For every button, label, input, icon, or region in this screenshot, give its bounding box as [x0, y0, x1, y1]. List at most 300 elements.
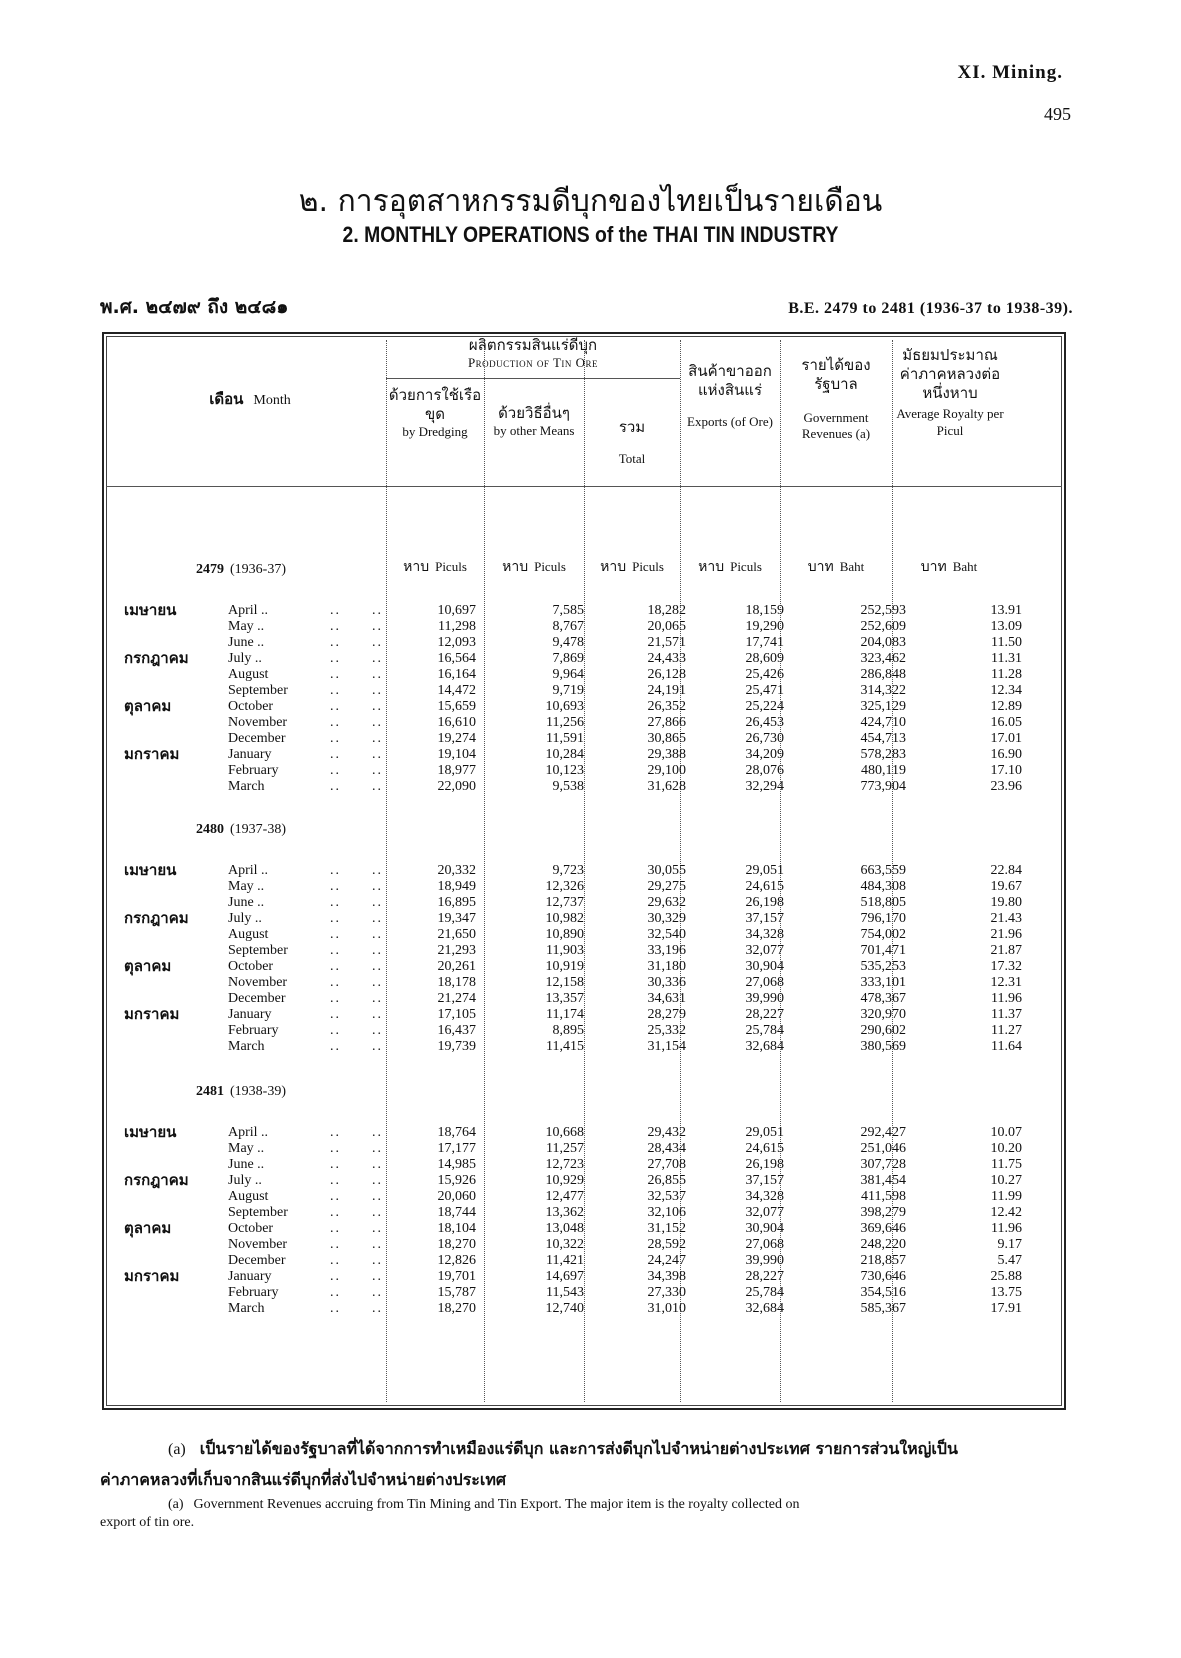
- month-name: March: [228, 1039, 265, 1054]
- month-name: April ..: [228, 863, 269, 878]
- thai-month: มกราคม: [124, 1005, 180, 1023]
- table-row: [110, 1038, 1060, 1055]
- cell-dredging: 10,697: [437, 603, 476, 618]
- month-name: July ..: [228, 1173, 262, 1188]
- cell-dredging: 20,332: [437, 863, 476, 878]
- cell-royalty: 13.75: [990, 1285, 1022, 1300]
- leader-dots: ..: [330, 731, 341, 746]
- table-row: [110, 1172, 1060, 1189]
- cell-total: 24,247: [647, 1253, 686, 1268]
- cell-revenue: 663,559: [860, 863, 906, 878]
- month-name: July ..: [228, 911, 262, 926]
- month-name: February: [228, 763, 279, 778]
- header-total-thai: รวม: [618, 418, 646, 436]
- header-revenues-english: Government Revenues (a): [801, 409, 871, 441]
- cell-total: 30,336: [647, 975, 686, 990]
- leader-dots: ..: [330, 683, 341, 698]
- cell-royalty: 11.75: [991, 1157, 1022, 1172]
- cell-total: 31,628: [647, 779, 686, 794]
- table-row: [110, 746, 1060, 763]
- unit-revenues: [780, 556, 892, 578]
- cell-total: 26,128: [647, 667, 686, 682]
- section-heading: XI. Mining.: [957, 62, 1063, 83]
- table-row: [110, 714, 1060, 731]
- month-name: January: [228, 1007, 272, 1022]
- cell-total: 31,152: [647, 1221, 686, 1236]
- cell-royalty: 17.01: [990, 731, 1022, 746]
- table-row: [110, 1252, 1060, 1269]
- header-month-thai: เดือน: [209, 390, 244, 408]
- cell-royalty: 16.05: [990, 715, 1022, 730]
- unit-english: Baht: [839, 559, 865, 574]
- unit-english: Piculs: [730, 559, 762, 574]
- leader-dots: ..: [372, 1269, 383, 1284]
- month-name: January: [228, 1269, 272, 1284]
- table-row: [110, 634, 1060, 651]
- cell-revenue: 248,220: [860, 1237, 906, 1252]
- cell-dredging: 16,895: [437, 895, 476, 910]
- footnote-english: [100, 1496, 1080, 1532]
- cell-total: 20,065: [647, 619, 686, 634]
- cell-revenue: 369,646: [860, 1221, 906, 1236]
- leader-dots: ..: [330, 635, 341, 650]
- leader-dots: ..: [372, 699, 383, 714]
- leader-dots: ..: [372, 863, 383, 878]
- unit-thai: บาท: [920, 559, 947, 575]
- cell-royalty: 12.31: [990, 975, 1022, 990]
- cell-other-means: 11,903: [546, 943, 584, 958]
- thai-month: เมษายน: [124, 1123, 177, 1141]
- leader-dots: ..: [372, 895, 383, 910]
- cell-revenue: 354,516: [860, 1285, 906, 1300]
- cell-revenue: 411,598: [861, 1189, 906, 1204]
- cell-royalty: 21.43: [990, 911, 1022, 926]
- month-name: September: [228, 943, 288, 958]
- table-row: [110, 650, 1060, 667]
- leader-dots: ..: [330, 927, 341, 942]
- leader-dots: ..: [372, 1039, 383, 1054]
- cell-total: 18,282: [647, 603, 686, 618]
- leader-dots: ..: [330, 1157, 341, 1172]
- cell-other-means: 11,543: [546, 1285, 584, 1300]
- cell-revenue: 480,119: [861, 763, 906, 778]
- month-name: December: [228, 991, 286, 1006]
- month-name: December: [228, 731, 286, 746]
- cell-royalty: 11.96: [991, 1221, 1022, 1236]
- cell-total: 29,432: [647, 1125, 686, 1140]
- leader-dots: ..: [372, 1237, 383, 1252]
- cell-dredging: 18,949: [437, 879, 476, 894]
- cell-dredging: 20,060: [437, 1189, 476, 1204]
- period-thai: พ.ศ. ๒๔๗๙ ถึง ๒๔๘๑: [100, 296, 289, 318]
- cell-other-means: 12,326: [545, 879, 584, 894]
- cell-exports: 26,453: [745, 715, 784, 730]
- cell-revenue: 290,602: [860, 1023, 906, 1038]
- cell-other-means: 10,982: [545, 911, 584, 926]
- leader-dots: ..: [330, 1125, 341, 1140]
- cell-other-means: 11,415: [546, 1039, 584, 1054]
- leader-dots: ..: [330, 959, 341, 974]
- cell-exports: 30,904: [745, 1221, 784, 1236]
- cell-revenue: 535,253: [860, 959, 906, 974]
- cell-dredging: 21,650: [437, 927, 476, 942]
- month-name: December: [228, 1253, 286, 1268]
- leader-dots: ..: [330, 991, 341, 1006]
- header-production: [386, 336, 680, 371]
- cell-other-means: 12,158: [545, 975, 584, 990]
- cell-royalty: 13.09: [990, 619, 1022, 634]
- header-exports: [682, 362, 778, 430]
- cell-dredging: 17,177: [437, 1141, 476, 1156]
- cell-total: 21,571: [647, 635, 686, 650]
- cell-exports: 34,328: [745, 1189, 784, 1204]
- month-name: October: [228, 959, 274, 974]
- leader-dots: ..: [372, 943, 383, 958]
- header-other-thai: ด้วยวิธีอื่นๆ: [498, 404, 570, 422]
- month-name: April ..: [228, 1125, 269, 1140]
- cell-revenue: 314,322: [860, 683, 906, 698]
- page-number: 495: [1044, 104, 1071, 124]
- cell-other-means: 7,869: [552, 651, 584, 666]
- table-row: [110, 730, 1060, 747]
- title-thai: ๒. การอุตสาหกรรมดีบุกของไทยเป็นรายเดือน: [298, 184, 883, 219]
- thai-month: มกราคม: [124, 1267, 180, 1285]
- cell-total: 25,332: [647, 1023, 686, 1038]
- table-row: [110, 1022, 1060, 1039]
- header-dredging: [386, 386, 484, 440]
- cell-royalty: 17.10: [990, 763, 1022, 778]
- cell-other-means: 13,362: [545, 1205, 584, 1220]
- leader-dots: ..: [330, 667, 341, 682]
- cell-royalty: 25.88: [990, 1269, 1022, 1284]
- leader-dots: ..: [372, 731, 383, 746]
- cell-royalty: 21.96: [990, 927, 1022, 942]
- cell-royalty: 11.37: [991, 1007, 1022, 1022]
- header-royalty-english: Average Royalty per Picul: [896, 406, 1004, 438]
- cell-royalty: 10.07: [990, 1125, 1022, 1140]
- month-name: March: [228, 1301, 265, 1316]
- cell-dredging: 15,787: [437, 1285, 476, 1300]
- leader-dots: ..: [330, 1205, 341, 1220]
- cell-total: 31,180: [647, 959, 686, 974]
- cell-other-means: 9,478: [552, 635, 584, 650]
- month-name: May ..: [228, 879, 265, 894]
- cell-dredging: 18,270: [437, 1237, 476, 1252]
- thai-month: ตุลาคม: [124, 697, 172, 715]
- leader-dots: ..: [330, 651, 341, 666]
- cell-total: 34,631: [647, 991, 686, 1006]
- cell-revenue: 320,970: [860, 1007, 906, 1022]
- cell-exports: 19,290: [745, 619, 784, 634]
- cell-royalty: 11.28: [991, 667, 1022, 682]
- cell-other-means: 14,697: [545, 1269, 584, 1284]
- cell-revenue: 754,002: [860, 927, 906, 942]
- cell-total: 30,055: [647, 863, 686, 878]
- leader-dots: ..: [330, 747, 341, 762]
- cell-total: 32,540: [647, 927, 686, 942]
- cell-dredging: 17,105: [437, 1007, 476, 1022]
- cell-other-means: 11,257: [546, 1141, 584, 1156]
- cell-dredging: 18,178: [437, 975, 476, 990]
- cell-royalty: 17.91: [990, 1301, 1022, 1316]
- leader-dots: ..: [372, 715, 383, 730]
- cell-royalty: 19.80: [990, 895, 1022, 910]
- cell-dredging: 14,985: [437, 1157, 476, 1172]
- leader-dots: ..: [330, 1269, 341, 1284]
- table-row: [110, 1124, 1060, 1141]
- footnote-english-line1: Government Revenues accruing from Tin Mining and Tin Export. The major item is the royalty collected on: [193, 1497, 800, 1512]
- header-revenues-thai: รายได้ของรัฐบาล: [801, 356, 871, 393]
- cell-revenue: 398,279: [860, 1205, 906, 1220]
- header-royalty-thai: มัธยมประมาณค่าภาคหลวงต่อหนึ่งหาบ: [899, 346, 1001, 402]
- year-label-ce: (1937-38): [230, 822, 286, 837]
- cell-other-means: 11,256: [546, 715, 584, 730]
- table-row: [110, 958, 1060, 975]
- header-other-means: [484, 404, 584, 439]
- cell-royalty: 11.50: [991, 635, 1022, 650]
- month-name: April ..: [228, 603, 269, 618]
- title-english: 2. MONTHLY OPERATIONS of the THAI TIN INDUSTRY: [342, 222, 839, 247]
- cell-dredging: 19,104: [437, 747, 476, 762]
- thai-month: เมษายน: [124, 601, 177, 619]
- leader-dots: ..: [372, 1221, 383, 1236]
- header-total-english: Total: [618, 450, 646, 466]
- leader-dots: ..: [372, 1189, 383, 1204]
- header-production-thai: ผลิตกรรมสินแร่ดีบุก: [468, 336, 598, 354]
- table-row: [110, 698, 1060, 715]
- year-label: [196, 1084, 286, 1100]
- leader-dots: ..: [330, 911, 341, 926]
- cell-exports: 32,077: [745, 943, 784, 958]
- cell-other-means: 13,048: [545, 1221, 584, 1236]
- month-name: October: [228, 1221, 274, 1236]
- cell-total: 29,388: [647, 747, 686, 762]
- cell-dredging: 19,274: [437, 731, 476, 746]
- table-row: [110, 602, 1060, 619]
- cell-revenue: 307,728: [860, 1157, 906, 1172]
- table-row: [110, 942, 1060, 959]
- cell-exports: 25,784: [745, 1023, 784, 1038]
- cell-other-means: 12,740: [545, 1301, 584, 1316]
- table-row: [110, 1300, 1060, 1317]
- leader-dots: ..: [330, 763, 341, 778]
- cell-revenue: 380,569: [860, 1039, 906, 1054]
- leader-dots: ..: [330, 1007, 341, 1022]
- leader-dots: ..: [372, 747, 383, 762]
- unit-total: [584, 556, 680, 578]
- year-label-be: 2481: [196, 1084, 224, 1099]
- cell-total: 30,329: [647, 911, 686, 926]
- cell-exports: 18,159: [745, 603, 784, 618]
- cell-total: 31,010: [647, 1301, 686, 1316]
- cell-revenue: 478,367: [860, 991, 906, 1006]
- cell-exports: 26,198: [745, 1157, 784, 1172]
- cell-other-means: 10,668: [545, 1125, 584, 1140]
- leader-dots: ..: [330, 699, 341, 714]
- cell-exports: 25,224: [745, 699, 784, 714]
- table-row: [110, 910, 1060, 927]
- cell-revenue: 286,848: [860, 667, 906, 682]
- thai-month: กรกฎาคม: [124, 1171, 189, 1189]
- month-name: September: [228, 1205, 288, 1220]
- table-row: [110, 666, 1060, 683]
- thai-month: กรกฎาคม: [124, 909, 189, 927]
- header-dredging-english: by Dredging: [402, 423, 468, 439]
- unit-english: Piculs: [534, 559, 566, 574]
- cell-exports: 25,426: [745, 667, 784, 682]
- header-production-english: Production of Tin Ore: [467, 354, 599, 370]
- cell-royalty: 5.47: [997, 1253, 1022, 1268]
- leader-dots: ..: [372, 1023, 383, 1038]
- cell-total: 28,434: [647, 1141, 686, 1156]
- cell-revenue: 484,308: [860, 879, 906, 894]
- table-row: [110, 862, 1060, 879]
- month-name: November: [228, 1237, 288, 1252]
- cell-revenue: 333,101: [860, 975, 906, 990]
- month-name: November: [228, 715, 288, 730]
- month-name: September: [228, 683, 288, 698]
- cell-other-means: 10,693: [545, 699, 584, 714]
- cell-revenue: 252,593: [860, 603, 906, 618]
- cell-total: 29,275: [647, 879, 686, 894]
- table-row: [110, 1188, 1060, 1205]
- month-name: November: [228, 975, 288, 990]
- cell-revenue: 773,904: [860, 779, 906, 794]
- cell-total: 26,855: [647, 1173, 686, 1188]
- cell-revenue: 218,857: [860, 1253, 906, 1268]
- footnote-english-line2: export of tin ore.: [100, 1515, 195, 1530]
- leader-dots: ..: [330, 619, 341, 634]
- cell-dredging: 22,090: [437, 779, 476, 794]
- month-name: August: [228, 1189, 269, 1204]
- cell-dredging: 18,744: [437, 1205, 476, 1220]
- cell-revenue: 701,471: [860, 943, 906, 958]
- cell-dredging: 20,261: [437, 959, 476, 974]
- cell-exports: 37,157: [745, 1173, 784, 1188]
- cell-dredging: 19,701: [437, 1269, 476, 1284]
- cell-exports: 34,328: [745, 927, 784, 942]
- production-header-rule: [386, 378, 680, 379]
- cell-royalty: 11.27: [991, 1023, 1022, 1038]
- leader-dots: ..: [372, 1125, 383, 1140]
- leader-dots: ..: [330, 975, 341, 990]
- cell-dredging: 21,274: [437, 991, 476, 1006]
- cell-royalty: 19.67: [990, 879, 1022, 894]
- cell-revenue: 730,646: [860, 1269, 906, 1284]
- leader-dots: ..: [372, 619, 383, 634]
- cell-total: 26,352: [647, 699, 686, 714]
- thai-month: เมษายน: [124, 861, 177, 879]
- cell-exports: 25,471: [745, 683, 784, 698]
- cell-other-means: 10,123: [545, 763, 584, 778]
- leader-dots: ..: [372, 1173, 383, 1188]
- thai-month: มกราคม: [124, 745, 180, 763]
- cell-other-means: 10,929: [545, 1173, 584, 1188]
- unit-other: [484, 556, 584, 578]
- cell-exports: 27,068: [745, 1237, 784, 1252]
- leader-dots: ..: [372, 763, 383, 778]
- leader-dots: ..: [330, 1237, 341, 1252]
- unit-english: Piculs: [435, 559, 467, 574]
- leader-dots: ..: [372, 651, 383, 666]
- header-exports-english: Exports (of Ore): [687, 413, 773, 429]
- header-total: [584, 418, 680, 467]
- table-row: [110, 1006, 1060, 1023]
- cell-exports: 26,198: [745, 895, 784, 910]
- month-name: June ..: [228, 635, 265, 650]
- year-label-ce: (1938-39): [230, 1084, 286, 1099]
- cell-exports: 37,157: [745, 911, 784, 926]
- unit-thai: หาบ: [698, 559, 725, 575]
- leader-dots: ..: [372, 1301, 383, 1316]
- footnote-thai: [100, 1434, 1080, 1495]
- month-name: August: [228, 927, 269, 942]
- cell-other-means: 13,357: [545, 991, 584, 1006]
- cell-revenue: 424,710: [860, 715, 906, 730]
- unit-english: Baht: [952, 559, 978, 574]
- leader-dots: ..: [372, 911, 383, 926]
- leader-dots: ..: [330, 943, 341, 958]
- cell-total: 28,592: [647, 1237, 686, 1252]
- month-name: March: [228, 779, 265, 794]
- cell-exports: 30,904: [745, 959, 784, 974]
- leader-dots: ..: [372, 603, 383, 618]
- cell-dredging: 16,164: [437, 667, 476, 682]
- leader-dots: ..: [330, 1221, 341, 1236]
- unit-thai: หาบ: [403, 559, 430, 575]
- year-label: [196, 562, 286, 578]
- cell-exports: 28,076: [745, 763, 784, 778]
- cell-exports: 28,227: [745, 1269, 784, 1284]
- cell-total: 27,708: [647, 1157, 686, 1172]
- cell-royalty: 13.91: [990, 603, 1022, 618]
- unit-dredging: [386, 556, 484, 578]
- cell-total: 27,330: [647, 1285, 686, 1300]
- cell-other-means: 11,174: [546, 1007, 584, 1022]
- cell-revenue: 585,367: [860, 1301, 906, 1316]
- cell-total: 32,106: [647, 1205, 686, 1220]
- thai-month: ตุลาคม: [124, 1219, 172, 1237]
- unit-thai: บาท: [807, 559, 834, 575]
- cell-royalty: 10.20: [990, 1141, 1022, 1156]
- cell-total: 31,154: [647, 1039, 686, 1054]
- cell-exports: 29,051: [745, 863, 784, 878]
- cell-other-means: 12,737: [545, 895, 584, 910]
- leader-dots: ..: [330, 1253, 341, 1268]
- table-row: [110, 1220, 1060, 1237]
- cell-other-means: 8,767: [552, 619, 584, 634]
- leader-dots: ..: [372, 959, 383, 974]
- cell-other-means: 10,284: [545, 747, 584, 762]
- year-label: [196, 822, 286, 838]
- unit-exports: [680, 556, 780, 578]
- leader-dots: ..: [372, 1007, 383, 1022]
- cell-exports: 26,730: [745, 731, 784, 746]
- cell-dredging: 11,298: [438, 619, 476, 634]
- leader-dots: ..: [372, 879, 383, 894]
- leader-dots: ..: [330, 715, 341, 730]
- cell-exports: 28,227: [745, 1007, 784, 1022]
- table-row: [110, 1140, 1060, 1157]
- leader-dots: ..: [330, 1039, 341, 1054]
- leader-dots: ..: [330, 779, 341, 794]
- table-row: [110, 778, 1060, 795]
- cell-revenue: 252,609: [860, 619, 906, 634]
- cell-dredging: 18,977: [437, 763, 476, 778]
- cell-total: 29,632: [647, 895, 686, 910]
- cell-total: 32,537: [647, 1189, 686, 1204]
- cell-exports: 32,684: [745, 1301, 784, 1316]
